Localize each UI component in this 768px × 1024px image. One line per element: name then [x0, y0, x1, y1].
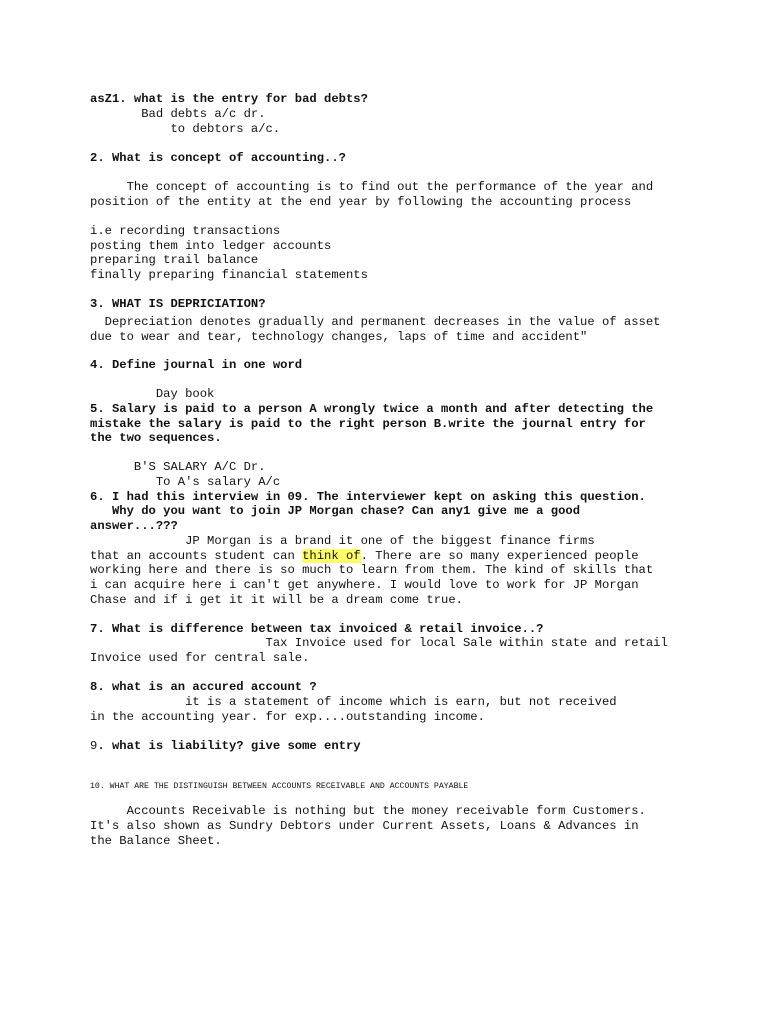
question-1-heading: asZ1. what is the entry for bad debts? [90, 92, 368, 106]
question-6-answer-line [90, 549, 639, 564]
question-3-heading: 3. WHAT IS DEPRICIATION? [90, 297, 266, 311]
question-10-answer-line: the Balance Sheet. [90, 834, 222, 848]
question-5-heading-line: 5. Salary is paid to a person A wrongly twice a month and after detecting the [90, 402, 654, 416]
question-7-heading: 7. What is difference between tax invoiced & retail invoice..? [90, 622, 544, 636]
highlighted-text: think of [302, 549, 361, 563]
question-6-answer-line: Chase and if i get it it will be a dream come true. [90, 593, 463, 607]
question-1-entry-credit: to debtors a/c. [90, 122, 281, 136]
question-7-answer-line: Invoice used for central sale. [90, 651, 310, 665]
question-4-answer: Day book [90, 387, 215, 401]
question-10-answer-line: Accounts Receivable is nothing but the money receivable form Customers. [90, 804, 646, 818]
question-3-answer-line: Depreciation denotes gradually and permanent decreases in the value of asset [90, 315, 661, 329]
question-10-answer-line: It's also shown as Sundry Debtors under Current Assets, Loans & Advances in [90, 819, 639, 833]
question-6-answer-line: working here and there is so much to learn from them. The kind of skills that [90, 563, 654, 577]
question-9-text: . what is liability? give some entry [97, 739, 361, 753]
question-2-step: preparing trail balance [90, 253, 259, 267]
question-6-answer-line: JP Morgan is a brand it one of the biggest finance firms [90, 534, 595, 548]
answer-text: that an accounts student can [90, 549, 303, 563]
question-9-number: 9 [90, 739, 98, 753]
question-5-entry-debit: B'S SALARY A/C Dr. [90, 460, 266, 474]
question-4-heading: 4. Define journal in one word [90, 358, 303, 372]
question-2-step: finally preparing financial statements [90, 268, 368, 282]
question-5-entry-credit: To A's salary A/c [90, 475, 281, 489]
question-7-answer-line: Tax Invoice used for local Sale within state and retail [90, 636, 668, 650]
question-2-heading: 2. What is concept of accounting..? [90, 151, 346, 165]
question-8-heading: 8. what is an accured account ? [90, 680, 317, 694]
question-3-answer-line: due to wear and tear, technology changes, laps of time and accident" [90, 330, 588, 344]
question-8-answer-line: it is a statement of income which is earn, but not received [90, 695, 617, 709]
question-5-heading-line: mistake the salary is paid to the right person B.write the journal entry for [90, 417, 646, 431]
question-8-answer-line: in the accounting year. for exp....outstanding income. [90, 710, 485, 724]
question-2-step: posting them into ledger accounts [90, 239, 332, 253]
answer-text: . There are so many experienced people [360, 549, 639, 563]
question-6-heading-line: 6. I had this interview in 09. The interviewer kept on asking this question. [90, 490, 646, 504]
question-10-heading: 10. WHAT ARE THE DISTINGUISH BETWEEN ACCOUNTS RECEIVABLE AND ACCOUNTS PAYABLE [90, 782, 469, 791]
question-6-heading-line: answer...??? [90, 519, 178, 533]
question-1-entry-debit: Bad debts a/c dr. [90, 107, 266, 121]
question-6-answer-line: i can acquire here i can't get anywhere. I would love to work for JP Morgan [90, 578, 639, 592]
question-9-heading [90, 739, 361, 754]
question-5-heading-line: the two sequences. [90, 431, 222, 445]
question-6-heading-line: Why do you want to join JP Morgan chase? Can any1 give me a good [90, 504, 581, 518]
question-2-paragraph-line: position of the entity at the end year by following the accounting process [90, 195, 632, 209]
question-2-step: i.e recording transactions [90, 224, 281, 238]
question-2-paragraph-line: The concept of accounting is to find out the performance of the year and [90, 180, 654, 194]
